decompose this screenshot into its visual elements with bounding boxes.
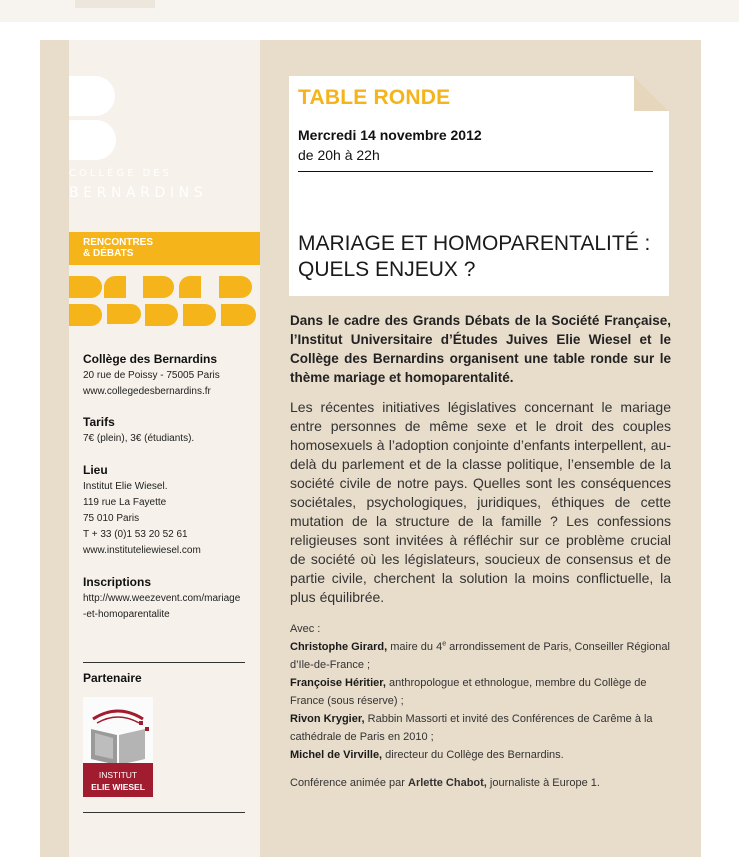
description-paragraph: Les récentes initiatives législatives concernant le mariage entre personnes de même sexe et le droit des couples homosexuels à l’adoption conjointe d’enfants interpellent, au-delà du parlement et de la classe politique, l’ensemble de la société civile de notre pays. Quelles sont les conséquences sociétales, psychologiques, juridiques, éthiques de cette mutation de la structure de la famille ? Les confessions religieuses sont invitées à réfléchir sur ce problème crucial de société où les législateurs, soucieux de consensus et de partie civile, cherchent la solution la moins conflictuelle, la plus équilibrée. xyxy=(290,399,671,605)
speaker-item xyxy=(290,638,680,674)
tarifs-section xyxy=(83,414,258,447)
debats-label: & DÉBATS xyxy=(83,248,134,259)
event-type: TABLE RONDE xyxy=(298,86,451,109)
tarifs-heading: Tarifs xyxy=(83,415,115,429)
institut-elie-wiesel-logo xyxy=(83,697,153,797)
speaker-name: Michel de Virville, xyxy=(290,749,383,761)
venue-address: 20 rue de Poissy - 75005 Paris xyxy=(83,370,220,381)
speaker-description: Rabbin Massorti et invité des Conférences de Carême à la cathédrale de Paris en 2010 ; xyxy=(290,713,653,743)
speaker-description: arrondissement de Paris, Conseiller Régional d’Ile-de-France ; xyxy=(290,641,670,671)
lieu-line: Institut Elie Wiesel. xyxy=(83,481,168,492)
top-strip xyxy=(0,0,739,22)
logo-wordmark xyxy=(69,168,207,201)
logo-line-2: BERNARDINS xyxy=(69,185,208,201)
speaker-name: Christophe Girard, xyxy=(290,641,388,653)
inscriptions-link[interactable]: http://www.weezevent.com/mariage xyxy=(83,593,241,604)
superscript: e xyxy=(442,640,447,648)
venue-website[interactable]: www.collegedesbernardins.fr xyxy=(83,386,211,397)
event-time: de 20h à 22h xyxy=(298,147,380,163)
event-title-line-1: MARIAGE ET HOMOPARENTALITÉ : xyxy=(298,232,651,255)
event-header xyxy=(289,76,669,296)
conference-pre: Conférence animée par xyxy=(290,777,409,789)
speaker-description: anthropologue et ethnologue, membre du Collège de France (sous réserve) ; xyxy=(290,677,647,707)
divider xyxy=(83,662,245,663)
conference-note xyxy=(290,775,680,791)
lieu-phone: T + 33 (0)1 53 20 52 61 xyxy=(83,529,188,540)
sidebar xyxy=(69,40,260,857)
intro-paragraph: Dans le cadre des Grands Débats de la Société Française, l’Institut Universitaire d’Études Juives Elie Wiesel et le Collège des Bernardins organisent une table ronde sur le thème mariage et homoparentalité. xyxy=(290,313,671,385)
venue-heading: Collège des Bernardins xyxy=(83,352,218,366)
lieu-section xyxy=(83,462,258,559)
event-title-line-2: QUELS ENJEUX ? xyxy=(298,258,476,281)
inscriptions-section xyxy=(83,574,258,623)
lieu-heading: Lieu xyxy=(83,463,108,477)
speaker-item xyxy=(290,746,680,764)
logo-line-1: COLLÈGE DES xyxy=(69,168,172,179)
lieu-line: 119 rue La Fayette xyxy=(83,497,167,508)
inscriptions-link[interactable]: -et-homoparentalite xyxy=(83,609,170,620)
rencontres-debats-band xyxy=(69,232,260,265)
speaker-name: Rivon Krygier, xyxy=(290,713,365,725)
event-date: Mercredi 14 novembre 2012 xyxy=(298,127,482,143)
partenaire-section xyxy=(83,670,258,687)
divider xyxy=(83,812,245,813)
speaker-description: directeur du Collège des Bernardins. xyxy=(382,749,564,761)
partner-logo-line-1: INSTITUT xyxy=(98,770,138,780)
flyer-card xyxy=(40,40,701,857)
conference-post: journaliste à Europe 1. xyxy=(486,777,600,789)
tarifs-prices: 7€ (plein), 3€ (étudiants). xyxy=(83,433,195,444)
lieu-line: 75 010 Paris xyxy=(83,513,140,524)
event-title xyxy=(298,231,650,283)
speaker-name: Françoise Héritier, xyxy=(290,677,386,689)
lieu-website[interactable]: www.instituteliewiesel.com xyxy=(83,545,201,556)
top-strip-tab xyxy=(75,0,155,8)
divider xyxy=(298,171,653,172)
speaker-description: maire du 4 xyxy=(387,641,443,653)
speaker-item xyxy=(290,674,680,710)
rencontres-label: RENCONTRES xyxy=(83,237,154,248)
inscriptions-heading: Inscriptions xyxy=(83,575,152,589)
yellow-pattern xyxy=(69,276,260,332)
venue-section xyxy=(83,351,258,400)
speakers-list xyxy=(290,620,680,764)
moderator-name: Arlette Chabot, xyxy=(408,777,487,789)
speakers-label: Avec : xyxy=(290,623,321,635)
partenaire-heading: Partenaire xyxy=(83,671,142,685)
partner-logo-line-2: ELIE WIESEL xyxy=(91,782,145,792)
speaker-item xyxy=(290,710,680,746)
